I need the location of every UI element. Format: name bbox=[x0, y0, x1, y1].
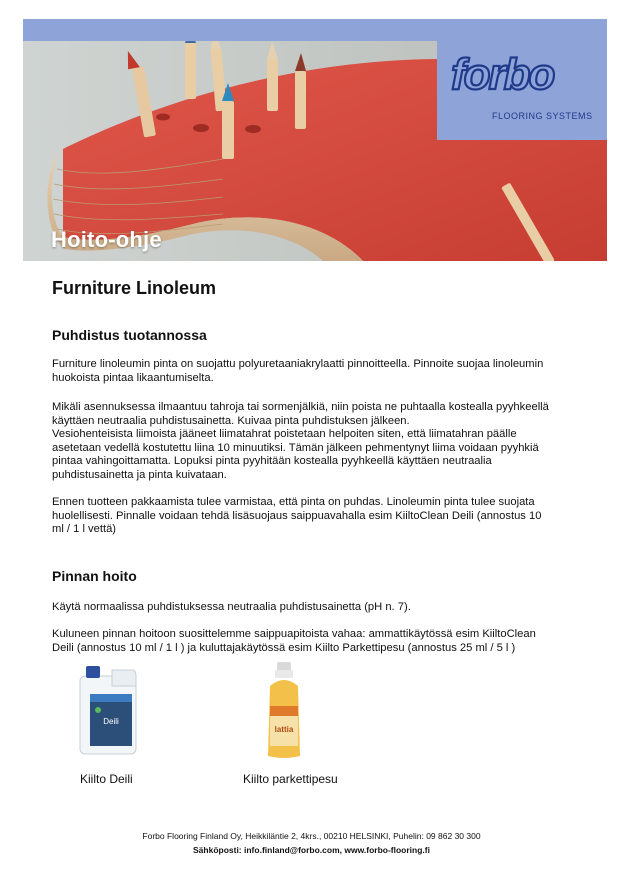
text-line: Mikäli asennuksessa ilmaantuu tahroja tai sormenjälkiä, niin poista ne puhtaalla kostealla pyyhkeellä bbox=[52, 401, 549, 413]
text-line: Deili (annostus 10 ml / 1 l ) ja kuluttajakäytössä esim Kiilto Parkettipesu (annostus 25 ml / 5 l ) bbox=[52, 641, 516, 654]
product-image-parkettipesu bbox=[264, 660, 304, 760]
text-line: asetetaan vedellä kostutettu liina 10 minuutiksi. Tämän jälkeen pehmentynyt liima voidaan pyyhkiä bbox=[52, 441, 539, 454]
text-line: Käytä normaalissa puhdistuksessa neutraalia puhdistusainetta (pH n. 7). bbox=[52, 601, 411, 613]
bottle-label: lattia bbox=[274, 725, 294, 734]
page-title: Furniture Linoleum bbox=[52, 278, 216, 298]
bottle-label: Deili bbox=[103, 717, 119, 726]
paragraph-worn-surface bbox=[52, 628, 592, 655]
product-image-deili bbox=[78, 664, 140, 756]
forbo-logo bbox=[451, 51, 561, 99]
text-line: puhdistusainetta ja pinta kuivataan. bbox=[52, 468, 227, 481]
paragraph-normal-cleaning bbox=[52, 601, 592, 615]
logo-tagline: FLOORING SYSTEMS bbox=[492, 111, 593, 121]
logo-text: forbo bbox=[451, 51, 554, 99]
text-line: pintaa vahingoittamatta. Lopuksi pinta pyyhitään kostealla pyyhkeellä käyttäen neutraalia bbox=[52, 455, 492, 467]
paragraph-stains bbox=[52, 401, 592, 482]
text-line: käyttäen neutraalia puhdistusainetta. Kuivaa pinta puhdistuksen jälkeen. bbox=[52, 414, 410, 427]
section-heading-care: Pinnan hoito bbox=[52, 568, 137, 584]
hero-title: Hoito-ohje bbox=[51, 227, 162, 252]
text-line: huolellisesti. Pinnalle voidaan tehdä lisäsuojaus saippuavahalla esim KiiltoClean Deili (annostus 10 bbox=[52, 509, 542, 522]
text-line: ml / 1 l vettä) bbox=[52, 523, 117, 535]
footer-contact: Sähköposti: info.finland@forbo.com, www.forbo-flooring.fi bbox=[193, 845, 430, 855]
text-line: huokoista pintaa likaantumiselta. bbox=[52, 371, 214, 384]
footer-address: Forbo Flooring Finland Oy, Heikkiläntie 2, 4krs., 00210 HELSINKI, Puhelin: 09 862 30 300 bbox=[142, 831, 481, 841]
section-heading-cleaning: Puhdistus tuotannossa bbox=[52, 327, 207, 343]
product-name-parkettipesu: Kiilto parkettipesu bbox=[243, 772, 338, 786]
text-line: Furniture linoleumin pinta on suojattu polyuretaaniakrylaatti pinnoitteella. Pinnoite suojaa linoleumin bbox=[52, 358, 544, 370]
header-banner bbox=[23, 19, 607, 261]
text-line: Kuluneen pinnan hoitoon suosittelemme saippuapitoista vahaa: ammattikäytössä esim KiiltoClean bbox=[52, 628, 536, 640]
paragraph-packaging bbox=[52, 496, 592, 537]
text-line: Ennen tuotteen pakkaamista tulee varmistaa, että pinta on puhdas. Linoleumin pinta tulee suojata bbox=[52, 496, 535, 508]
text-line: Vesiohenteisista liimoista jääneet liimatahrat poistetaan helpoiten siten, että liimatahran päälle bbox=[52, 428, 517, 440]
paragraph-coating bbox=[52, 358, 592, 385]
product-name-deili: Kiilto Deili bbox=[80, 772, 133, 786]
